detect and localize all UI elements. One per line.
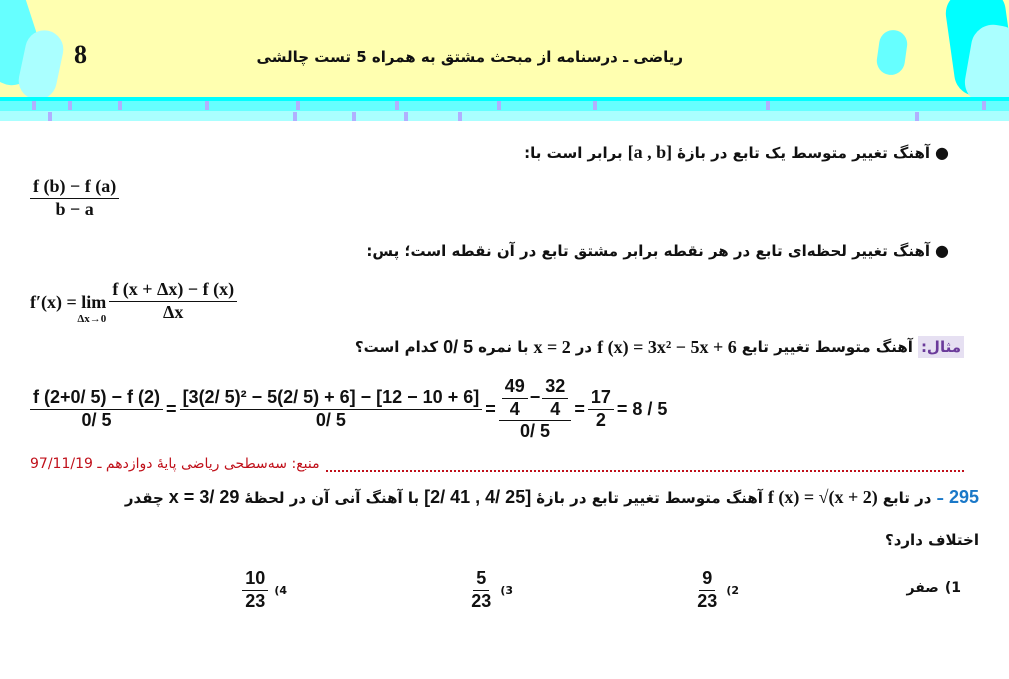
text-example-t2: در xyxy=(575,338,593,356)
page-number: 8 xyxy=(74,40,87,69)
text-calc-f2n: [3(2/ 5)² − 5(2/ 5) + 6] − [12 − 10 + 6] xyxy=(180,387,483,410)
decoration xyxy=(118,101,122,110)
decoration xyxy=(180,387,483,431)
example-calculation xyxy=(30,376,667,443)
text-example-t4: کدام است؟ xyxy=(354,338,439,356)
decoration xyxy=(766,101,770,110)
text-calc-d: 4 xyxy=(550,398,561,419)
text-options-2-num: 5 xyxy=(473,568,489,591)
text-options-3-label: 4) xyxy=(274,583,287,597)
text-question-interval: [2/ 41 , 4/ 25] xyxy=(424,487,532,507)
decoration xyxy=(0,101,1009,111)
decoration: ● xyxy=(935,143,949,162)
decoration xyxy=(499,376,572,443)
text-example-point: x = 2 xyxy=(533,336,571,357)
text-bullets-1-text: آهنگ تغییر لحظه‌ای تابع در هر نقطه برابر مشتق تابع در آن نقطه است؛ پس: xyxy=(366,241,931,260)
example-line xyxy=(355,336,964,358)
text-calc-b: 4 xyxy=(509,398,520,419)
decoration xyxy=(296,101,300,110)
text-formula2-den: Δx xyxy=(163,302,184,322)
text-options-2-label: 3) xyxy=(500,583,513,597)
decoration xyxy=(468,568,494,612)
decoration xyxy=(109,279,237,323)
decoration: – xyxy=(936,488,944,507)
decoration xyxy=(542,376,568,420)
decoration xyxy=(242,568,268,612)
header-banner xyxy=(0,0,1009,97)
question-line2: اختلاف دارد؟ xyxy=(885,531,979,549)
decoration xyxy=(502,376,528,420)
text-example-t3: با نمره xyxy=(478,338,529,356)
question-number: 295 xyxy=(948,487,979,507)
option-2[interactable] xyxy=(694,568,739,612)
average-rate-formula xyxy=(30,176,119,220)
question-295 xyxy=(125,487,979,508)
text-example-func: f (x) = 3x² − 5x + 6 xyxy=(597,336,737,357)
text-question-t3: با آهنگ آنی آن در لحظهٔ xyxy=(244,488,420,507)
decoration xyxy=(982,101,986,110)
text-question-t1: در تابع xyxy=(882,488,932,507)
decoration xyxy=(395,101,399,110)
text-formula1-den: b − a xyxy=(55,198,94,219)
text-calc-f1d: 0/ 5 xyxy=(81,409,112,430)
page-title: ریاضی ـ درسنامه از مبحث مشتق به همراه 5 تست چالشی xyxy=(256,48,683,66)
decoration xyxy=(404,112,408,121)
decoration xyxy=(352,112,356,121)
option-1[interactable] xyxy=(907,580,961,596)
text-question-func: f (x) = √(x + 2) xyxy=(767,487,878,507)
decoration xyxy=(30,176,119,220)
decoration: $\frac{49}{4}$ − $\frac{32}{4}$ xyxy=(499,376,572,421)
text-options-1-den: 23 xyxy=(697,590,718,611)
derivative-formula xyxy=(30,278,237,325)
text-formula2-lhs: f′(x) = lim xyxy=(30,292,107,312)
decoration: = xyxy=(485,398,496,419)
option-3[interactable] xyxy=(468,568,513,612)
decoration xyxy=(915,112,919,121)
decoration xyxy=(293,112,297,121)
decoration xyxy=(497,101,501,110)
text-options-0-text: صفر xyxy=(906,580,939,596)
text-formula1-num: f (b) − f (a) xyxy=(30,176,119,199)
text-bullets-0-tail: برابر است با: xyxy=(524,143,623,162)
decoration xyxy=(205,101,209,110)
text-bullets-0-interval: [a , b] xyxy=(627,142,673,162)
decoration: = xyxy=(166,398,177,419)
decoration xyxy=(68,101,72,110)
decoration: ● xyxy=(935,241,949,260)
decoration xyxy=(875,28,909,76)
decoration xyxy=(458,112,462,121)
decoration xyxy=(48,112,52,121)
decoration xyxy=(0,111,1009,121)
text-question-point: x = 3/ 29 xyxy=(168,487,240,507)
text-example-step: 0/ 5 xyxy=(443,336,474,357)
decoration xyxy=(32,101,36,110)
text-formula2-sub: Δx→0 xyxy=(77,313,107,325)
text-calc-f2d: 0/ 5 xyxy=(315,409,346,430)
text-calc-f4d: 2 xyxy=(595,409,606,430)
text-options-3-num: 10 xyxy=(242,568,268,591)
bullet-instant-rate xyxy=(366,241,949,260)
decoration xyxy=(30,387,163,431)
text-bullets-0-text: آهنگ تغییر متوسط یک تابع در بازهٔ xyxy=(677,143,931,162)
text-calc-result: = 8 / 5 xyxy=(616,398,668,419)
text-calc-a: 49 xyxy=(502,376,528,399)
decoration xyxy=(588,387,614,431)
text-example-t1: آهنگ متوسط تغییر تابع xyxy=(741,338,913,356)
decoration xyxy=(593,101,597,110)
text-options-0-label: 1) xyxy=(944,580,961,596)
text-question-t2: آهنگ متوسط تغییر تابع در بازهٔ xyxy=(536,488,763,507)
text-options-1-num: 9 xyxy=(699,568,715,591)
text-options-1-label: 2) xyxy=(726,583,739,597)
text-formula2-num: f (x + Δx) − f (x) xyxy=(109,279,237,302)
text-options-2-den: 23 xyxy=(471,590,492,611)
text-calc-f3d: 0/ 5 xyxy=(520,421,551,442)
text-calc-c: 32 xyxy=(542,376,568,399)
text-calc-f1n: f (2+0/ 5) − f (2) xyxy=(30,387,163,410)
decoration xyxy=(30,278,106,325)
bullet-average-rate xyxy=(524,142,949,163)
option-4[interactable] xyxy=(242,568,287,612)
decoration xyxy=(694,568,720,612)
decoration: = xyxy=(574,398,585,419)
text-question-t4: چقدر xyxy=(124,488,164,507)
source-citation: منبع: سه‌سطحی ریاضی پایهٔ دوازدهم ـ 97/11/19 xyxy=(30,456,324,472)
example-tag: مثال: xyxy=(918,336,964,358)
text-options-3-den: 23 xyxy=(245,590,266,611)
text-calc-f4n: 17 xyxy=(588,387,614,410)
